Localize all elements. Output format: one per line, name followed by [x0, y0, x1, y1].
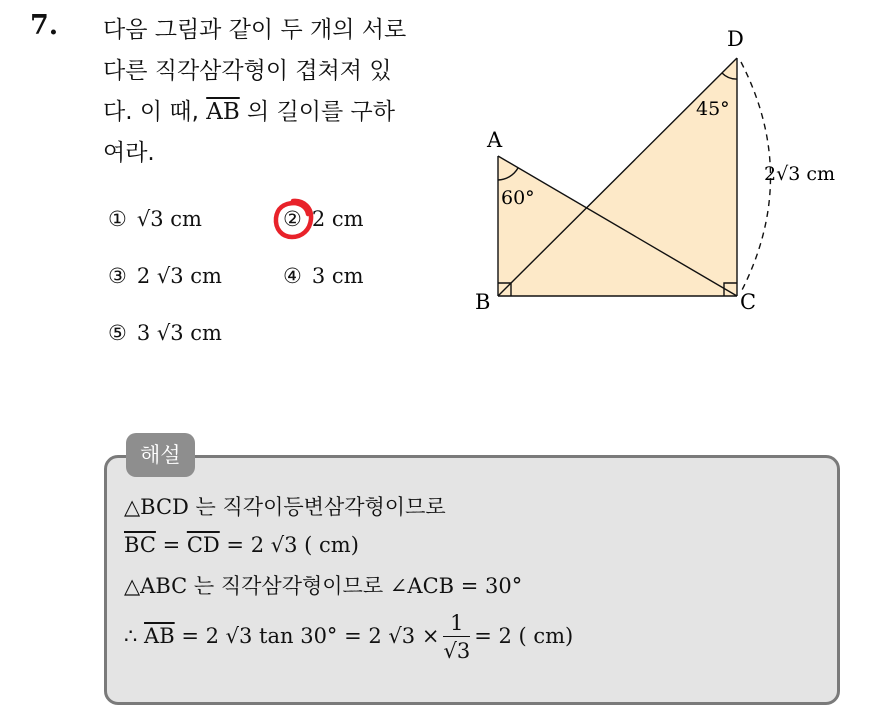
vertex-label-b: B — [475, 290, 491, 314]
segment-ab: $\overline{AB}$ — [206, 99, 240, 125]
therefore-symbol: ∴ — [124, 624, 145, 648]
question-line-1: 다음 그림과 같이 두 개의 서로 — [103, 17, 407, 43]
question-line-3-post: 의 길이를 구하 — [239, 99, 395, 125]
question-line-4: 여라. — [103, 140, 155, 166]
choice-1-text: √3 cm — [136, 207, 202, 231]
choice-3-text: 2 √3 cm — [136, 264, 222, 288]
choice-1-number: ① — [108, 207, 127, 231]
solution-tag: 해설 — [126, 433, 195, 477]
solution-line-2 — [124, 533, 359, 557]
solution-line-2-post: = 2 √3 ( cm) — [219, 533, 359, 557]
vertex-label-c: C — [740, 290, 757, 314]
solution-line-4-mid: = 2 √3 tan 30° = 2 √3 × — [174, 624, 440, 648]
choice-4-text: 3 cm — [311, 264, 364, 288]
choice-3-number: ③ — [108, 264, 127, 288]
angle-label-a: 60° — [501, 187, 535, 209]
choice-2-number: ② — [283, 207, 302, 231]
solution-line-4 — [124, 610, 573, 665]
segment-cd: $\overline{CD}$ — [186, 533, 220, 557]
fraction-numerator: 1 — [443, 610, 470, 637]
segment-ab-solution: $\overline{AB}$ — [144, 624, 175, 648]
choice-4-number: ④ — [283, 264, 302, 288]
fraction — [443, 610, 470, 665]
question-line-3-pre: 다. 이 때, — [103, 99, 207, 125]
vertex-label-a: A — [487, 128, 503, 152]
solution-line-4-post: = 2 ( cm) — [474, 624, 574, 648]
angle-label-d: 45° — [696, 98, 730, 120]
side-label-cd: 2√3 cm — [764, 163, 835, 185]
fraction-denominator: √3 — [443, 639, 471, 663]
question-line-2: 다른 직각삼각형이 겹쳐져 있 — [103, 58, 392, 84]
choice-2-text: 2 cm — [311, 207, 364, 231]
solution-line-2-mid: = — [155, 533, 187, 557]
segment-bc: $\overline{BC}$ — [124, 533, 156, 557]
solution-line-3: △ABC 는 직각삼각형이므로 ∠ACB = 30° — [124, 574, 523, 598]
choice-5-text: 3 √3 cm — [136, 321, 222, 345]
choice-5-number: ⑤ — [108, 321, 127, 345]
vertex-label-d: D — [727, 27, 744, 51]
question-number: 7. — [30, 10, 59, 41]
solution-line-1: △BCD 는 직각이등변삼각형이므로 — [124, 495, 446, 519]
